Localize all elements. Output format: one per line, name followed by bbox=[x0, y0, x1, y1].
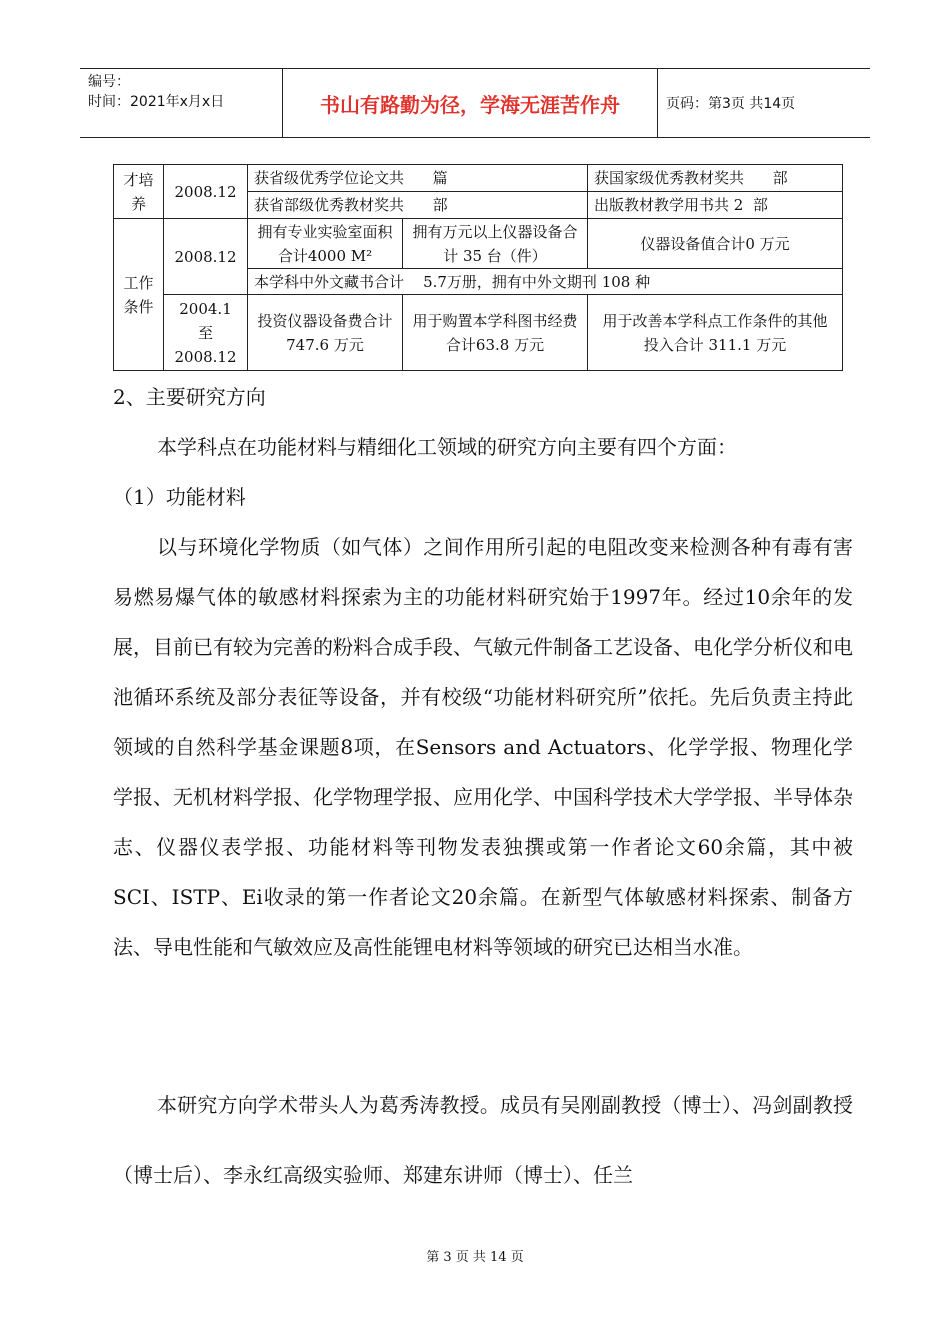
header-page-number: 页码：第3页 共14页 bbox=[666, 96, 796, 112]
table-cell: 投资仪器设备费合计747.6 万元 bbox=[248, 295, 403, 371]
table-cell: 拥有专业实验室面积合计4000 M² bbox=[248, 219, 403, 269]
intro-paragraph: 本学科点在功能材料与精细化工领域的研究方向主要有四个方面： bbox=[157, 435, 737, 459]
header-motto: 书山有路勤为径，学海无涯苦作舟 bbox=[282, 69, 658, 137]
page-footer: 第 3 页 共 14 页 bbox=[426, 1250, 524, 1265]
table-cell: 获省部级优秀教材奖共 部 bbox=[248, 192, 588, 219]
table-cell: 出版教材教学用书共 2 部 bbox=[588, 192, 843, 219]
table-row bbox=[114, 295, 843, 371]
talent-date: 2008.12 bbox=[164, 165, 248, 219]
subsection-title: （1）功能材料 bbox=[113, 485, 246, 509]
table-cell: 获国家级优秀教材奖共 部 bbox=[588, 165, 843, 192]
table-cell: 2008.12 bbox=[164, 219, 248, 295]
page-header bbox=[80, 68, 870, 138]
section-title: 2、主要研究方向 bbox=[113, 385, 266, 409]
paragraph: 以与环境化学物质（如气体）之间作用所引起的电阻改变来检测各种有毒有害易燃易爆气体的敏感材料探索为主的功能材料研究始于1997年。经过10余年的发展，目前已有较为完善的粉料合成手段、气敏元件制备工艺设备、电化学分析仪和电池循环系统及部分表征等设备，并有校级“功能材料研究所”依托。先后负责主持此领域的自然科学基金课题8项，在Sensors and Actuators、化学学报、物理化学学报、无机材料学报、化学物理学报、应用化学、中国科学技术大学学报、半导体杂志、仪器仪表学报、功能材料等刊物发表独撰或第一作者论文60余篇，其中被SCI、ISTP、Ei收录的第一作者论文20余篇。在新型气体敏感材料探索、制备方法、导电性能和气敏效应及高性能锂电材料等领域的研究已达相当水准。 bbox=[113, 535, 853, 959]
table-cell: 本学科中外文藏书合计 5.7万册，拥有中外文期刊 108 种 bbox=[248, 269, 843, 295]
table-cell: 仪器设备值合计0 万元 bbox=[588, 219, 843, 269]
work-conditions-label: 工作条件 bbox=[114, 219, 164, 371]
table-cell: 用于购置本学科图书经费合计63.8 万元 bbox=[403, 295, 588, 371]
table-cell: 拥有万元以上仪器设备合计 35 台（件） bbox=[403, 219, 588, 269]
time-label: 时间：2021年x月x日 bbox=[88, 94, 225, 110]
paragraph: 本研究方向学术带头人为葛秀涛教授。成员有吴刚副教授（博士）、冯剑副教授（博士后）、李永红高级实验师、郑建东讲师（博士）、任兰 bbox=[113, 1093, 853, 1187]
conditions-table bbox=[113, 164, 843, 371]
table-row bbox=[114, 165, 843, 192]
table-cell: 用于改善本学科点工作条件的其他投入合计 311.1 万元 bbox=[588, 295, 843, 371]
table-cell: 2004.1 至 2008.12 bbox=[164, 295, 248, 371]
talent-label: 才培养 bbox=[114, 165, 164, 219]
table-row bbox=[114, 219, 843, 269]
code-label: 编号： bbox=[88, 74, 130, 90]
table-cell: 获省级优秀学位论文共 篇 bbox=[248, 165, 588, 192]
header-meta bbox=[80, 69, 282, 137]
